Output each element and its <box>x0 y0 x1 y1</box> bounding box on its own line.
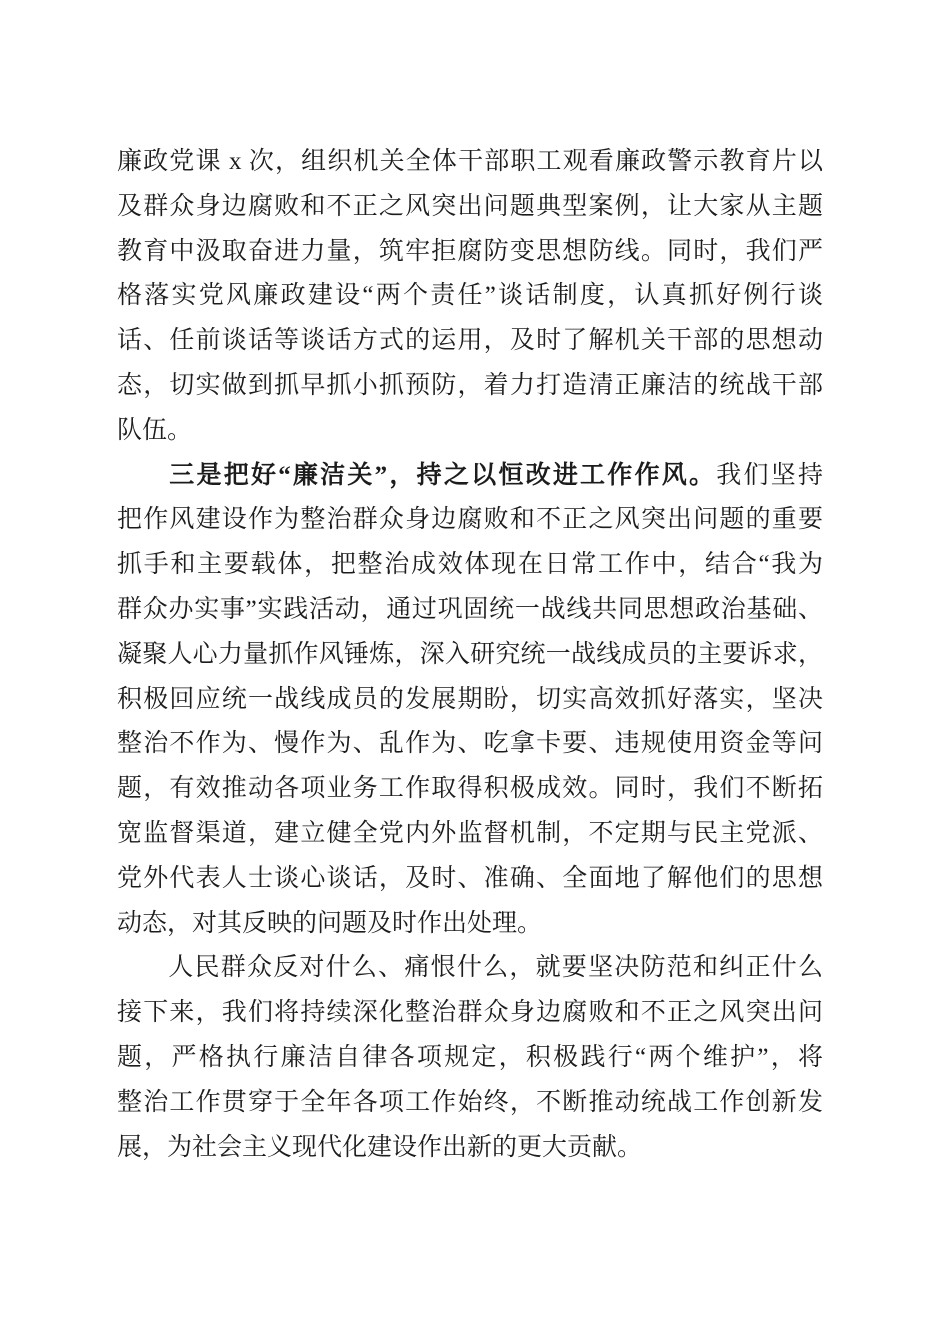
text-line <box>117 812 823 857</box>
text-segment: 宽监督渠道，建立健全党内外监督机制，不定期与民主党派、 <box>117 819 823 847</box>
text-segment: 整治不作为、慢作为、乱作为、吃拿卡要、违规使用资金等问 <box>117 730 823 758</box>
text-segment: 接下来，我们将持续深化整治群众身边腐败和不正之风突出问 <box>117 999 823 1027</box>
text-segment: 我们坚持 <box>716 461 823 489</box>
text-segment: 话、任前谈话等谈话方式的运用，及时了解机关干部的思想动 <box>117 327 823 355</box>
text-line <box>117 140 823 185</box>
text-segment: 群众办实事”实践活动，通过巩固统一战线共同思想政治基础、 <box>117 595 823 623</box>
text-line <box>117 902 823 947</box>
text-segment: 教育中汲取奋进力量，筑牢拒腐防变思想防线。同时，我们严 <box>117 237 823 265</box>
text-line <box>117 633 823 678</box>
text-segment: 题，严格执行廉洁自律各项规定，积极践行“两个维护”，将 <box>117 1043 823 1071</box>
text-line <box>117 274 823 319</box>
text-segment: 态，切实做到抓早抓小抓预防，着力打造清正廉洁的统战干部 <box>117 371 823 399</box>
text-line <box>117 1126 823 1171</box>
text-line <box>117 588 823 633</box>
text-segment: 整治工作贯穿于全年各项工作始终，不断推动统战工作创新发 <box>117 1088 823 1116</box>
text-line <box>117 543 823 588</box>
text-line <box>117 454 823 499</box>
first-line-indent <box>117 482 167 483</box>
text-segment: 党外代表人士谈心谈话，及时、准确、全面地了解他们的思想 <box>117 864 823 892</box>
text-segment: 动态，对其反映的问题及时作出处理。 <box>117 909 543 937</box>
text-segment: 队伍。 <box>117 416 193 444</box>
bold-text-segment: 三是把好“廉洁关”，持之以恒改进工作作风。 <box>167 461 717 489</box>
text-line <box>117 185 823 230</box>
text-line <box>117 857 823 902</box>
text-segment: 把作风建设作为整治群众身边腐败和不正之风突出问题的重要 <box>117 506 823 534</box>
text-line <box>117 1036 823 1081</box>
text-line <box>117 678 823 723</box>
text-segment: 格落实党风廉政建设“两个责任”谈话制度，认真抓好例行谈 <box>117 282 823 310</box>
text-line <box>117 946 823 991</box>
text-line <box>117 364 823 409</box>
text-segment: 展，为社会主义现代化建设作出新的更大贡献。 <box>117 1133 643 1161</box>
text-line <box>117 722 823 767</box>
text-segment: 廉政党课 x 次，组织机关全体干部职工观看廉政警示教育片以 <box>117 148 823 175</box>
document-body-text <box>117 140 823 1170</box>
text-line <box>117 319 823 364</box>
text-line <box>117 230 823 275</box>
first-line-indent <box>117 974 167 975</box>
text-segment: 积极回应统一战线成员的发展期盼，切实高效抓好落实，坚决 <box>117 685 823 713</box>
text-line <box>117 991 823 1036</box>
text-segment: 抓手和主要载体，把整治成效体现在日常工作中，结合“我为 <box>117 551 823 579</box>
text-segment: 凝聚人心力量抓作风锤炼，深入研究统一战线成员的主要诉求， <box>117 640 823 668</box>
text-line <box>117 409 823 454</box>
text-line <box>117 1081 823 1126</box>
text-segment: 题，有效推动各项业务工作取得积极成效。同时，我们不断拓 <box>117 775 823 803</box>
text-segment: 人民群众反对什么、痛恨什么，就要坚决防范和纠正什么 <box>167 954 823 982</box>
text-segment: 及群众身边腐败和不正之风突出问题典型案例，让大家从主题 <box>117 192 823 220</box>
text-line <box>117 767 823 812</box>
text-line <box>117 498 823 543</box>
